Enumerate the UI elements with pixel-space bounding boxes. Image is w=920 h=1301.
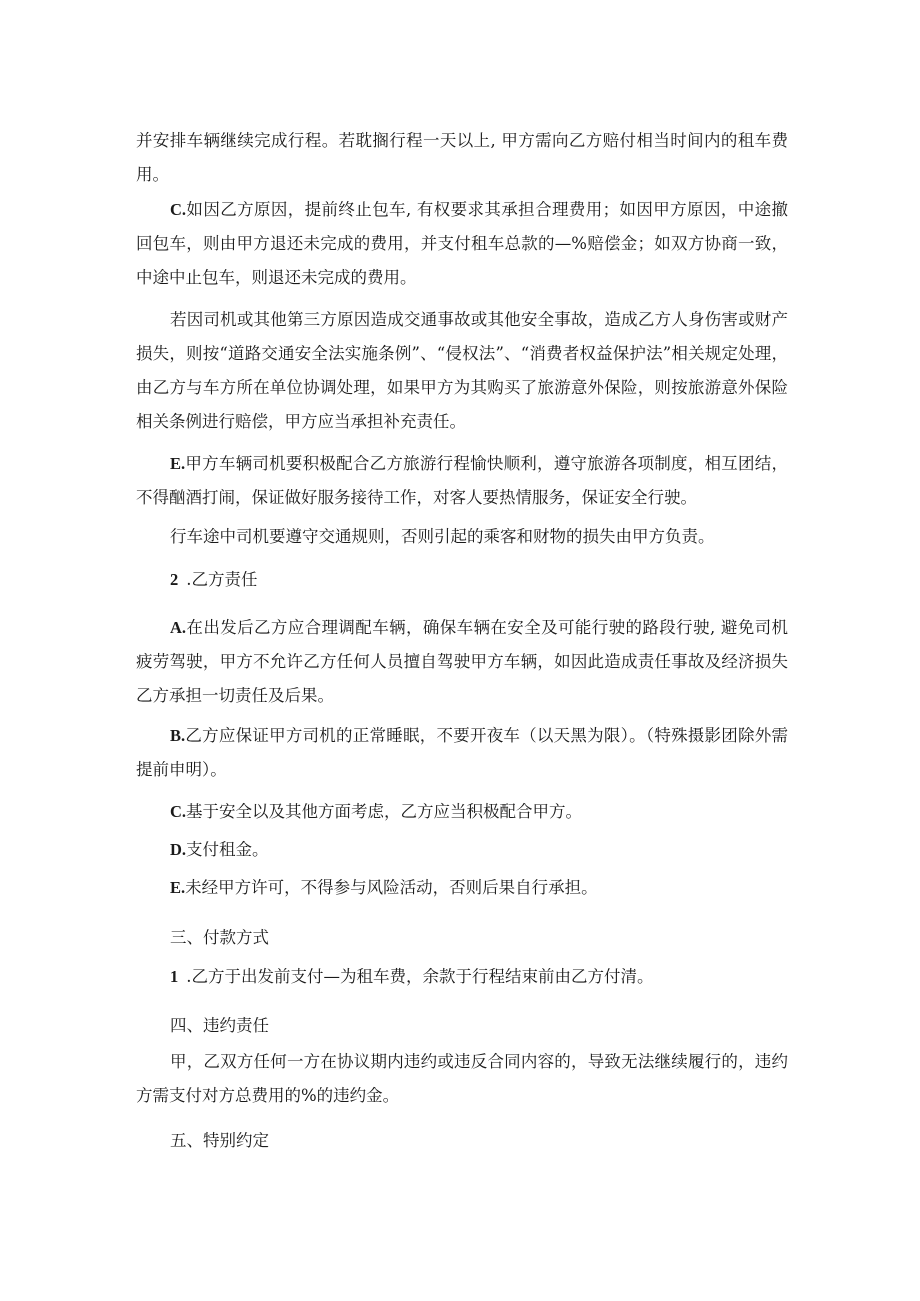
item-number: 1 (170, 967, 179, 986)
clause-marker: A. (170, 618, 187, 637)
clause-marker: C. (170, 802, 187, 821)
clause-marker: D. (170, 840, 187, 859)
clause-d-pay-rent: D.支付租金。 (170, 840, 269, 859)
clause-marker: E. (170, 878, 186, 897)
paragraph-payment-terms: 1 .乙方于出发前支付—为租车费，余款于行程结束前由乙方付清。 (170, 967, 654, 986)
clause-marker: C. (170, 200, 187, 219)
section-heading-special-terms: 五、特别约定 (170, 1131, 269, 1150)
clause-marker: E. (170, 454, 186, 473)
paragraph-traffic-rules: 行车途中司机要遵守交通规则，否则引起的乘客和财物的损失由甲方负责。 (170, 527, 715, 546)
section-heading-payment: 三、付款方式 (170, 928, 269, 947)
clause-e-driver-conduct: E.甲方车辆司机要积极配合乙方旅游行程愉快顺利，遵守旅游各项制度，相互团结，不得酗酒打闹，保证做好服务接待工作，对客人要热情服务，保证安全行驶。 (136, 454, 788, 507)
clause-marker: B. (170, 726, 186, 745)
clause-e-risk-activities: E.未经甲方许可，不得参与风险活动，否则后果自行承担。 (170, 878, 598, 897)
section-heading-party-b-responsibility: 2 .乙方责任 (170, 570, 258, 589)
clause-c-cooperation: C.基于安全以及其他方面考虑，乙方应当积极配合甲方。 (170, 802, 583, 821)
clause-a-vehicle-dispatch: A.在出发后乙方应合理调配车辆，确保车辆在安全及可能行驶的路段行驶, 避免司机疲劳驾驶，甲方不允许乙方任何人员擅自驾驶甲方车辆，如因此造成责任事故及经济损失乙方承担一切责任及后果。 (136, 618, 788, 705)
paragraph-accident-liability: 若因司机或其他第三方原因造成交通事故或其他安全事故，造成乙方人身伤害或财产损失，则按“道路交通安全法实施条例”、“侵权法”、“消费者权益保护法”相关规定处理，由乙方与车方所在单位协调处理，如果甲方为其购买了旅游意外保险，则按旅游意外保险相关条例进行赔偿，甲方应当承担补充责任。 (136, 310, 788, 431)
clause-b-driver-rest: B.乙方应保证甲方司机的正常睡眠，不要开夜车（以天黑为限）。（特殊摄影团除外需提前申明）。 (136, 726, 788, 779)
paragraph-continuation: 并安排车辆继续完成行程。若耽搁行程一天以上, 甲方需向乙方赔付相当时间内的租车费用。 (136, 131, 788, 184)
section-heading-breach: 四、违约责任 (170, 1016, 269, 1035)
clause-c-termination: C.如因乙方原因，提前终止包车, 有权要求其承担合理费用；如因甲方原因，中途撤回包车，则由甲方退还未完成的费用，并支付租车总款的—%赔偿金；如双方协商一致，中途中止包车，则退还未完成的费用。 (136, 200, 788, 287)
section-number: 2 (170, 570, 179, 589)
paragraph-breach-penalty: 甲，乙双方任何一方在协议期内违约或违反合同内容的，导致无法继续履行的，违约方需支付对方总费用的%的违约金。 (136, 1052, 788, 1105)
